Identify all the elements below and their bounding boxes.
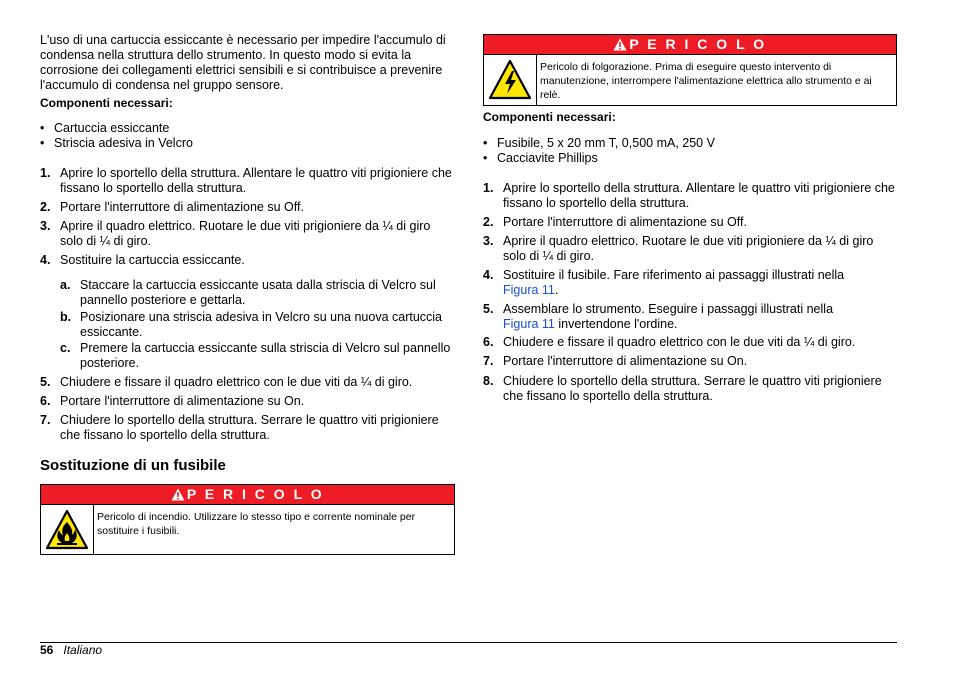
step-7: 7. Portare l'interruttore di alimentazione su On. [483, 354, 748, 368]
list-item: • Cartuccia essiccante [40, 121, 170, 135]
danger-body [484, 55, 896, 106]
danger-title: P E R I C O L O [629, 36, 767, 52]
step-2: 2. Portare l'interruttore di alimentazione su Off. [40, 200, 304, 214]
danger-body [41, 505, 454, 555]
page-number: 56 [40, 643, 54, 657]
footer-rule [40, 642, 897, 643]
danger-message: Pericolo di incendio. Utilizzare lo stesso tipo e corrente nominale per sostituire i fusibili. [97, 511, 416, 537]
step-2: 2. Portare l'interruttore di alimentazione su Off. [483, 215, 747, 229]
bullet-icon: • [483, 136, 488, 150]
figure-11-link[interactable]: Figura 11 [503, 317, 555, 331]
section-heading: Sostituzione di un fusibile [40, 457, 226, 474]
step-4: 4. Sostituire la cartuccia essiccante. [40, 253, 245, 267]
bullet-icon: • [40, 136, 45, 150]
step-4: 4. Sostituire il fusibile. Fare riferimento ai passaggi illustrati nella Figura 11. [483, 268, 845, 297]
step-5: 5. Assemblare lo strumento. Eseguire i passaggi illustrati nella Figura 11 invertendone l'ordine. [483, 302, 834, 331]
warning-triangle-icon [613, 37, 627, 56]
danger-box-fire [40, 484, 455, 555]
footer-language: Italiano [63, 643, 103, 657]
list-item: • Striscia adesiva in Velcro [40, 136, 193, 150]
list-item: • Fusibile, 5 x 20 mm T, 0,500 mA, 250 V [483, 136, 715, 150]
step-1: 1. Aprire lo sportello della struttura. Allentare le quattro viti prigioniere che fissano lo sportello della struttura. [483, 181, 895, 210]
required-components-label: Componenti necessari: [40, 96, 173, 110]
substep-c: c. Premere la cartuccia essiccante sulla striscia di Velcro sul pannello posteriore. [60, 341, 451, 370]
substep-b: b. Posizionare una striscia adesiva in Velcro su una nuova cartuccia essiccante. [60, 310, 443, 339]
bullet-icon: • [483, 151, 488, 165]
required-components-list [483, 136, 897, 166]
danger-header [41, 485, 454, 505]
step-3: 3. Aprire il quadro elettrico. Ruotare le due viti prigioniere da ¼ di giro solo di ¼ di giro. [483, 234, 874, 263]
step-5: 5. Chiudere e fissare il quadro elettrico con le due viti da ¼ di giro. [40, 375, 413, 389]
danger-icon-cell [484, 55, 537, 106]
required-components-list [40, 121, 455, 151]
page-footer [40, 643, 102, 658]
step-6: 6. Portare l'interruttore di alimentazione su On. [40, 394, 305, 408]
warning-triangle-icon [171, 487, 185, 506]
step-1: 1. Aprire lo sportello della struttura. Allentare le quattro viti prigioniere che fissano lo sportello della struttura. [40, 166, 452, 195]
electric-shock-icon [488, 59, 532, 101]
step-6: 6. Chiudere e fissare il quadro elettrico con le due viti da ¼ di giro. [483, 335, 856, 349]
fire-hazard-icon [45, 509, 89, 551]
bullet-icon: • [40, 121, 45, 135]
danger-title: P E R I C O L O [186, 486, 325, 502]
figure-11-link[interactable]: Figura 11 [503, 283, 555, 297]
substep-a: a. Staccare la cartuccia essiccante usata dalla striscia di Velcro sul pannello posteriore e gettarla. [60, 278, 436, 307]
step-7: 7. Chiudere lo sportello della struttura. Serrare le quattro viti prigioniere che fissano lo sportello della struttura. [40, 413, 439, 442]
list-item: • Cacciavite Phillips [483, 151, 598, 165]
danger-icon-cell [41, 505, 94, 555]
intro-paragraph: L'uso di una cartuccia essiccante è necessario per impedire l'accumulo di condensa nella struttura dello strumento. In questo modo si evita la corrosione dei collegamenti elettrici sensibili e si contribuisce a prevenire l'accumulo di condensa nel gruppo sensore. [40, 33, 446, 92]
step-3: 3. Aprire il quadro elettrico. Ruotare le due viti prigioniere da ¼ di giro solo di ¼ di giro. [40, 219, 431, 248]
step-8: 8. Chiudere lo sportello della struttura. Serrare le quattro viti prigioniere che fissano lo sportello della struttura. [483, 374, 882, 403]
danger-box-electric [483, 34, 897, 106]
danger-message: Pericolo di folgorazione. Prima di eseguire questo intervento di manutenzione, interrompere l'alimentazione elettrica allo strumento e ai relè. [540, 61, 872, 101]
danger-header [484, 35, 896, 55]
required-components-label: Componenti necessari: [483, 110, 616, 124]
